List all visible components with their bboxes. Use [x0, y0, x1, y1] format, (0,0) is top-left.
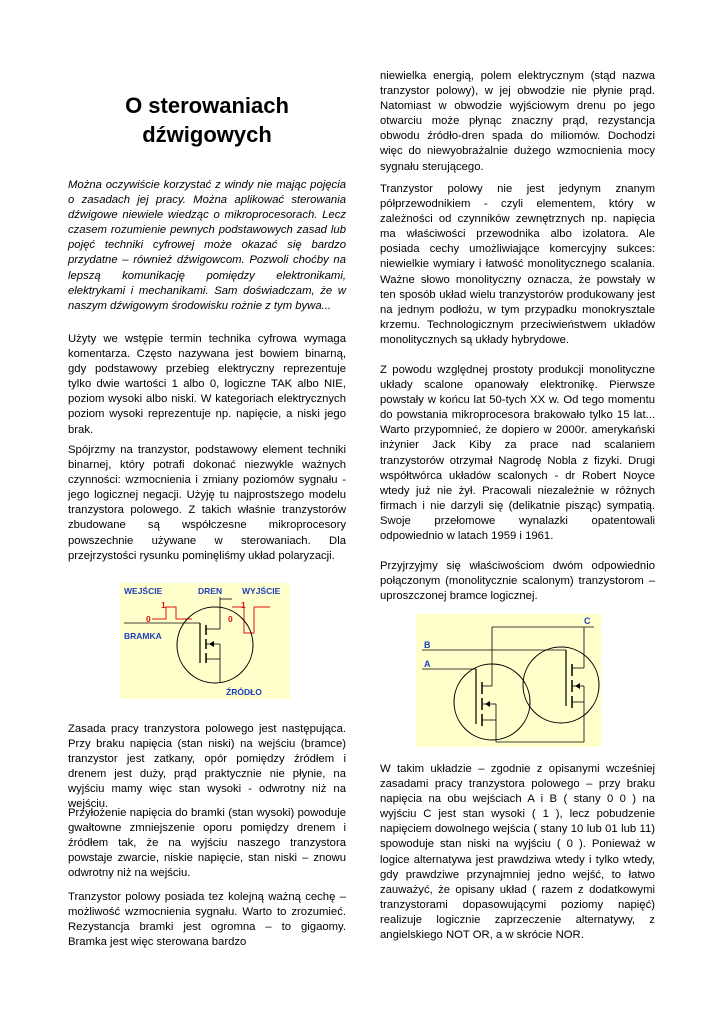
- label-drain: DREN: [198, 586, 223, 596]
- intro-paragraph: Można oczywiście korzystać z windy nie mając pojęcia o zasadach jej pracy. Można aplikować sterowania dźwigowe niewiele wiedząc o mikroprocesorach. Lecz czasem rozumienie pewnych podstawowych zasad lub pojęć techniki cyfrowej może okazać się bardzo przydatne – również dźwigowcom. Pozwoli choćby na lepszą komunikację pomiędzy elektronikami, elektrykami i mechanikami. Sam doświadczam, że w naszym dźwigowym środowisku rożnie z tym bywa...: [68, 179, 346, 312]
- output-waveform: [232, 607, 270, 633]
- label-output: WYJŚCIE: [242, 586, 281, 596]
- paragraph-operation: Zasada pracy tranzystora polowego jest następująca. Przy braku napięcia (stan niski) na wejściu (bramce) tranzystor jest zatkany, opór pomiędzy źródłem i drenem jest duży, prąd praktycznie nie płynie, na wyjściu mamy więc stan wysoki - odwrotny niż na wejściu.: [68, 723, 346, 811]
- transistor-circle: [177, 607, 253, 683]
- level-high-output: 1: [241, 600, 246, 610]
- label-output-c: C: [584, 616, 591, 626]
- title-line-1: O sterowaniach: [125, 93, 289, 118]
- paragraph-history: Z powodu względnej prostoty produkcji monolityczne układy scalone opanowały elektronikę. Pierwsze powstały w końcu lat 50-tych XX w. Od tego momentu do powstania mikroprocesora brakowało tylko 15 lat... Warto przypomnieć, że dopiero w 2000r. amerykański inżynier Jack Kiby za prace nad scalaniem tranzystorów otrzymał Nagrodę Nobla z fizyki. Drugi współtwórca układów scalonych - dr Robert Noyce wtedy już nie żył. Pracowali niezależnie w różnych firmach i nie darzyli się (delikatnie pisząc) sympatią. Swoje przełomowe wynalazki opatentowali odpowiednio w latach 1959 i 1961.: [380, 364, 655, 543]
- label-input-a: A: [424, 659, 431, 669]
- level-low-input: 0: [146, 614, 151, 624]
- paragraph-amplification: Tranzystor polowy posiada tez kolejną ważną cechę – możliwość wzmocnienia sygnału. Warto to zrozumieć. Rezystancja bramki jest ogromna – to gigaomy. Bramka jest więc sterowana bardzo: [68, 891, 346, 949]
- label-source: ŹRÓDŁO: [226, 687, 262, 697]
- nor-gate-figure: [416, 614, 601, 747]
- level-high-input: 1: [161, 600, 166, 610]
- paragraph-nor-gate: W takim układzie – zgodnie z opisanymi wcześniej zasadami pracy tranzystora polowego – przy braku napięcia na obu wejściach A i B ( stany 0 0 ) na wyjściu C jest stan wysoki ( 1 ), lecz pobudzenie napięciem dowolnego wejścia ( stany 10 lub 01 lub 11) spowoduje stan niski na wyjściu ( 0 ). Ponieważ w logice alternatywa jest prawdziwa wtedy i tylko wtedy, gdy prawdziwe przynajmniej jedno wejść, to łatwo zauważyć, że opisany układ ( razem z dodatkowymi tranzystorami dopasowującymi poziomy napięć) realizuje logicznie zaprzeczenie alternatywy, z angielskiego NOT OR, a w skrócie NOR.: [380, 763, 655, 942]
- label-gate: BRAMKA: [124, 631, 162, 641]
- transistor-2-circle: [523, 647, 599, 723]
- paragraph-field-effect: niewielka energią, polem elektrycznym (stąd nazwa tranzystor polowy), w jej obwodzie nie płynie prąd. Natomiast w obwodzie wyjściowym drenu po jego otwarciu może płynąc znaczny prąd, rezystancja obwodu źródło-dren spada do miliomów. Dochodzi więc do niewyobrażalnie dużego wzmocnienia mocy sygnału sterującego.: [380, 70, 655, 173]
- level-low-output: 0: [228, 614, 233, 624]
- paragraph-gate-voltage: Przyłożenie napięcia do bramki (stan wysoki) powoduje gwałtowne zmniejszenie oporu pomiędzy drenem i źródłem tak, że na wyjściu naszego tranzystora powstaje zwarcie, niskie napięcie, stan niski – znowu odwrotny niż na wejściu.: [68, 807, 346, 880]
- label-input-b: B: [424, 640, 431, 650]
- paragraph-transistor: Spójrzmy na tranzystor, podstawowy element techniki binarnej, który potrafi dokonać niezwykle ważnych czynności: wzmocnienia i zmiany poziomów sygnału - jego logicznej negacji. Użyję tu najprostszego modelu tranzystora polowego. Z takich właśnie tranzystorów zbudowane są współczesne mikroprocesory powszechnie używane w sterowaniach. Dla przejrzystości rysunku pominęliśmy układ polaryzacji.: [68, 444, 346, 562]
- title-line-2: dźwigowych: [142, 122, 272, 147]
- paragraph-two-transistors: Przyjrzyjmy się właściwościom dwóm odpowiednio połączonym (monolitycznie scalonym) tranzystorom – uproszczonej bramce logicznej.: [380, 560, 655, 603]
- transistor-figure: [120, 583, 290, 699]
- page-title: [68, 91, 346, 149]
- paragraph-semiconductor: Tranzystor polowy nie jest jedynym znanym półprzewodnikiem - czyli elementem, który w zależności od czynników zewnętrznych np. napięcia ma właściwości przewodnika albo izolatora. Ale posiada cechy umożliwiające komercyjny sukces: niewielkie wymiary i łatwość monolitycznego scalania. Ważne słowo monolityczny oznacza, że powstały w ten sposób układ wielu tranzystorów produkowany jest na jednym podłożu, w tym przypadku monokrysztale krzemu. Technologicznym przeciwieństwem układów monolitycznych są układy hybrydowe.: [380, 183, 655, 346]
- label-input: WEJŚCIE: [124, 586, 163, 596]
- input-waveform: [152, 607, 192, 619]
- paragraph-digital-technique: Użyty we wstępie termin technika cyfrowa wymaga komentarza. Często nazywana jest bowiem binarną, gdy podstawowy przebieg elektryczny reprezentuje tylko dwie wartości 1 albo 0, logiczne TAK albo NIE, poziom wysoki albo niski. W kategoriach elektrycznych poziom wysoki reprezentuje np. napięcie, a niski jego brak.: [68, 333, 346, 436]
